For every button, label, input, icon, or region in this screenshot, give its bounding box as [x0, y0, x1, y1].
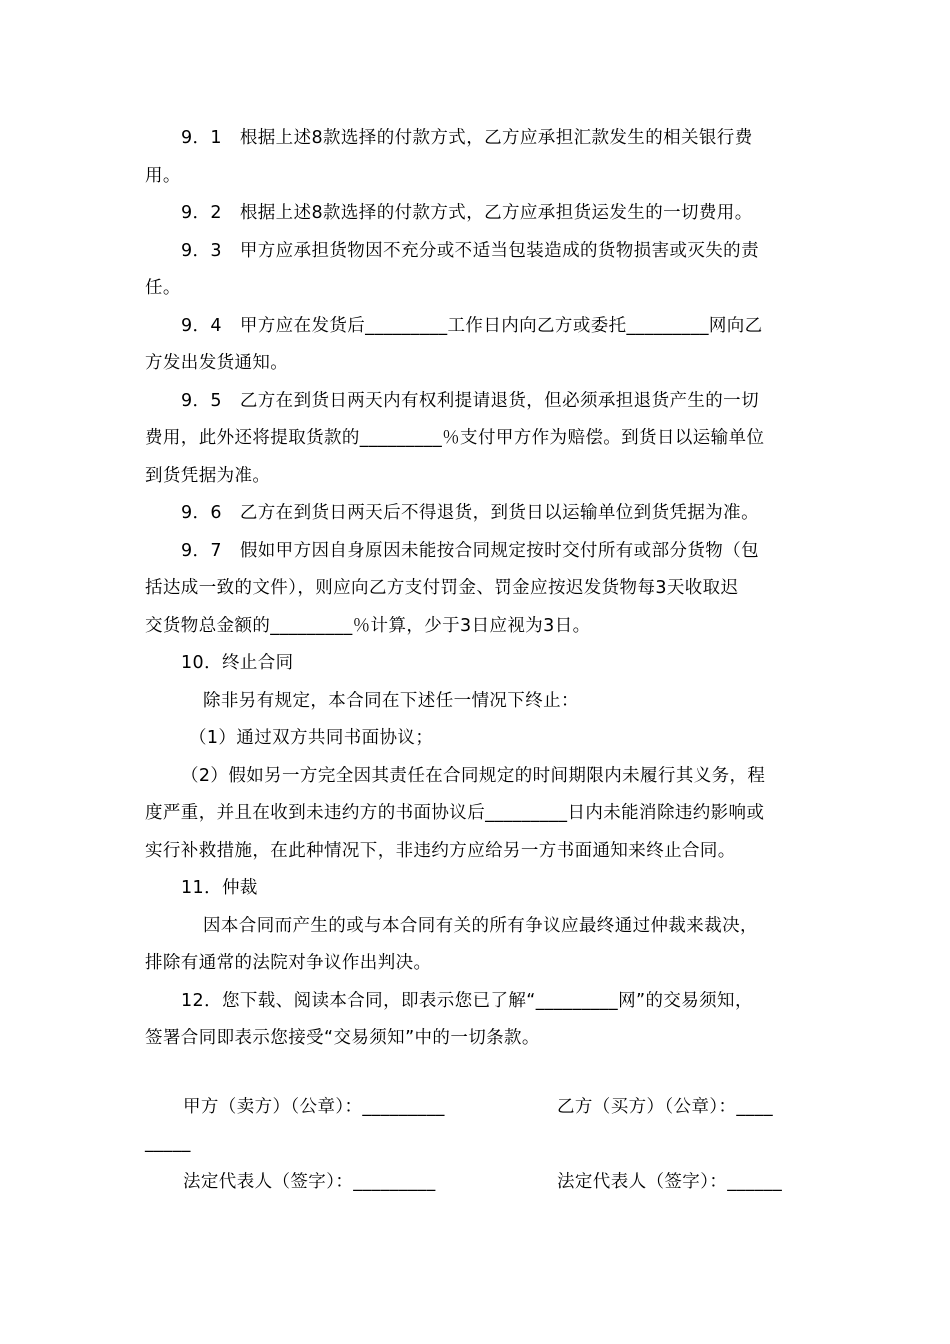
party-a-seal-line: 甲方（卖方）（公章）：_________	[183, 1097, 445, 1117]
clause-9-4-line-1: 9．4 甲方应在发货后_________工作日内向乙方或委托_________网向乙	[181, 315, 763, 336]
section-11-heading: 11．仲裁	[181, 878, 258, 898]
section-10-item-1: （1）通过双方共同书面协议；	[189, 728, 434, 748]
section-10-intro: 除非另有规定，本合同在下述任一情况下终止：	[203, 690, 579, 711]
section-12-line-2: 签署合同即表示您接受“交易须知”中的一切条款。	[145, 1028, 540, 1048]
clause-9-3-line-1: 9．3 甲方应承担货物因不充分或不适当包装造成的货物损害或灭失的责	[181, 240, 759, 261]
party-b-seal-line-continued: _____	[145, 1132, 191, 1153]
party-b-representative-line: 法定代表人（签字）：______	[557, 1172, 783, 1192]
clause-9-1-line-1: 9．1 根据上述8款选择的付款方式，乙方应承担汇款发生的相关银行费	[181, 128, 753, 148]
representative-row	[145, 1164, 807, 1202]
clause-9-7-line-1: 9．7 假如甲方因自身原因未能按合同规定按时交付所有或部分货物（包	[181, 540, 759, 561]
clause-9-6: 9．6 乙方在到货日两天后不得退货，到货日以运输单位到货凭据为准。	[181, 503, 759, 523]
clause-9-5-line-1: 9．5 乙方在到货日两天内有权利提请退货，但必须承担退货产生的一切	[181, 390, 759, 411]
clause-9-4-line-2: 方发出发货通知。	[145, 353, 289, 373]
section-12-line-1: 12．您下载、阅读本合同，即表示您已了解“_________网”的交易须知，	[181, 990, 753, 1011]
clause-9-3-line-2: 任。	[145, 278, 181, 298]
contract-body	[145, 120, 807, 1058]
clause-9-1-line-2: 用。	[145, 165, 181, 186]
clause-9-7-line-2: 括达成一致的文件），则应向乙方支付罚金、罚金应按迟发货物每3天收取迟	[145, 578, 739, 598]
clause-9-5-line-2: 费用，此外还将提取货款的_________％支付甲方作为赔偿。到货日以运输单位	[145, 428, 765, 448]
seal-row	[145, 1089, 807, 1127]
party-b-seal-line: 乙方（买方）（公章）：____	[557, 1097, 773, 1117]
section-10-item-2-line-3: 实行补救措施，在此种情况下，非违约方应给另一方书面通知来终止合同。	[145, 840, 736, 861]
section-10-item-2-line-1: （2）假如另一方完全因其责任在合同规定的时间期限内未履行其义务，程	[181, 765, 766, 786]
clause-9-5-line-3: 到货凭据为准。	[145, 465, 271, 486]
clause-9-2: 9．2 根据上述8款选择的付款方式，乙方应承担货运发生的一切费用。	[181, 203, 753, 223]
section-11-line-1: 因本合同而产生的或与本合同有关的所有争议应最终通过仲裁来裁决，	[203, 915, 758, 936]
section-10-heading: 10．终止合同	[181, 653, 294, 673]
party-a-representative-line: 法定代表人（签字）：_________	[183, 1172, 436, 1192]
seal-row-continued	[145, 1127, 807, 1165]
clause-9-7-line-3: 交货物总金额的_________％计算，少于3日应视为3日。	[145, 615, 591, 636]
section-10-item-2-line-2: 度严重，并且在收到未违约方的书面协议后_________日内未能消除违约影响或	[145, 803, 765, 823]
section-11-line-2: 排除有通常的法院对争议作出判决。	[145, 953, 432, 973]
signature-block	[145, 1089, 807, 1202]
